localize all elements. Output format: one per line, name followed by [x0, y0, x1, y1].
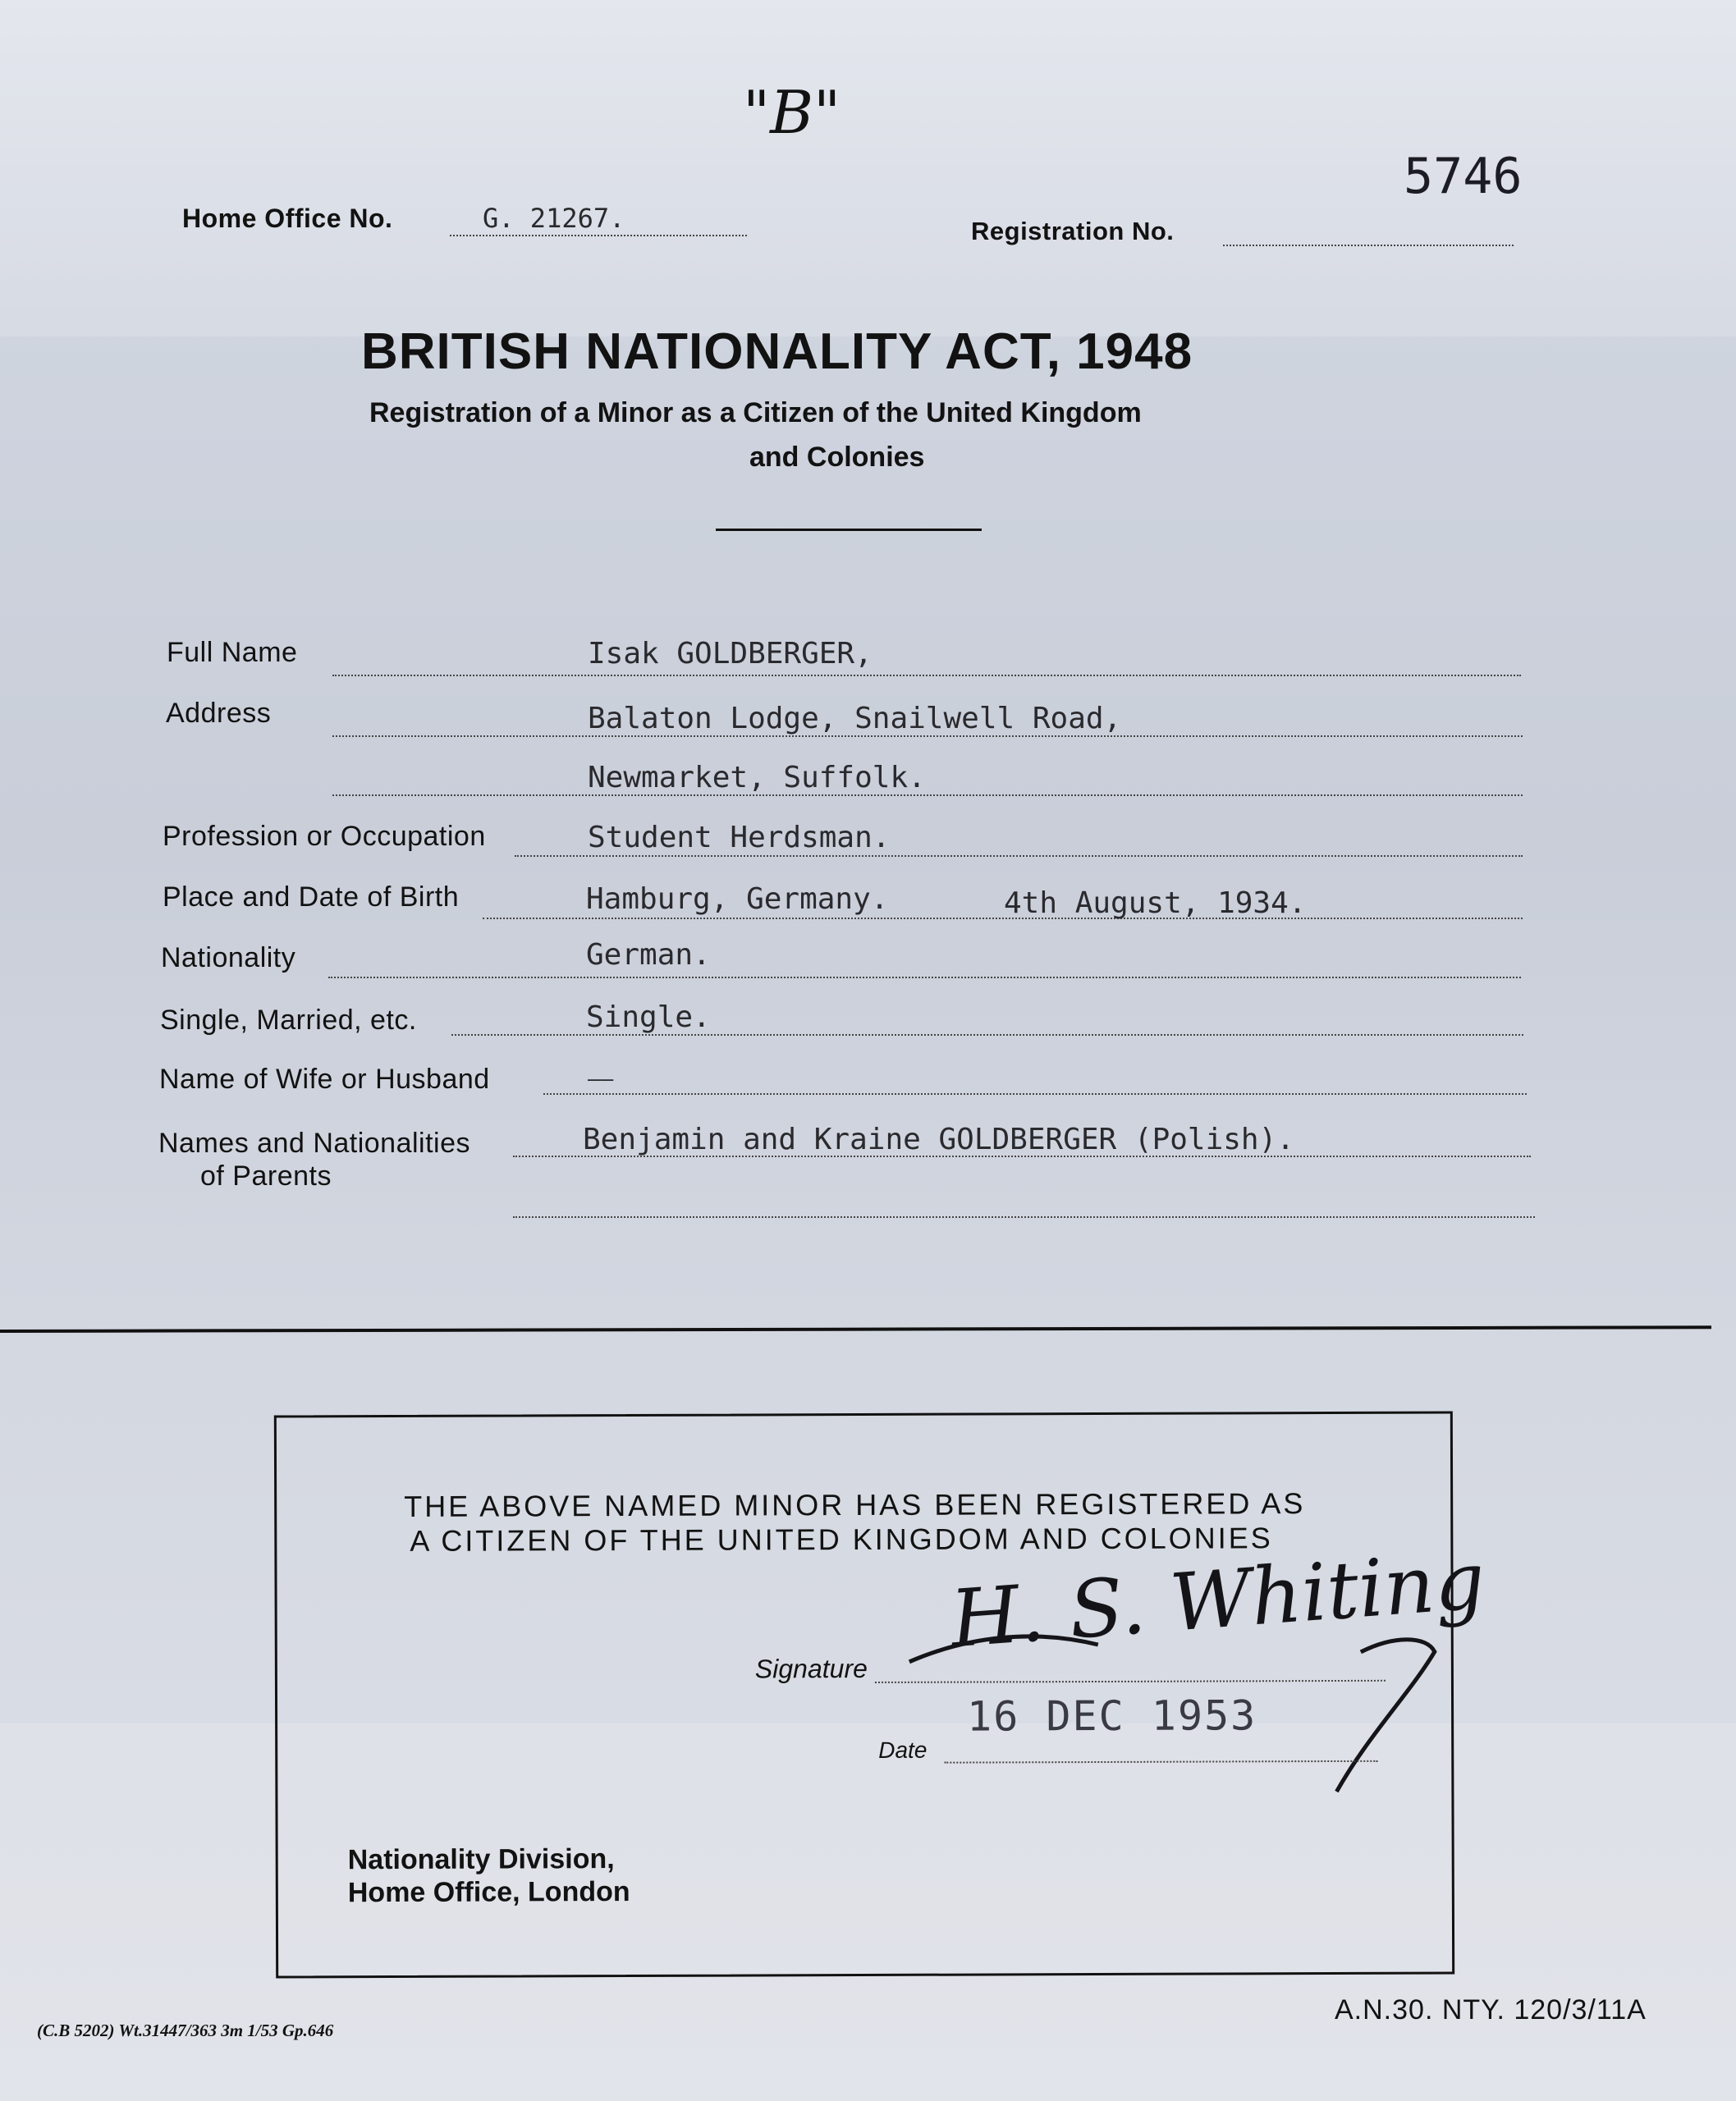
address-line2-value: Newmarket, Suffolk. [588, 761, 926, 794]
date-label: Date [878, 1737, 928, 1763]
document-subtitle-line1: Registration of a Minor as a Citizen of the United Kingdom [369, 397, 1142, 428]
birth-date-value: 4th August, 1934. [1004, 886, 1307, 920]
home-office-label: Home Office No. [182, 204, 393, 233]
marital-dots [451, 1034, 1523, 1036]
parents-value: Benjamin and Kraine GOLDBERGER (Polish). [583, 1123, 1294, 1156]
full-name-label: Full Name [167, 637, 298, 668]
occupation-label: Profession or Occupation [163, 821, 486, 852]
certificate-text-line1: THE ABOVE NAMED MINOR HAS BEEN REGISTERED AS [404, 1486, 1306, 1523]
occupation-dots [515, 855, 1523, 857]
stamp-number: 5746 [1404, 148, 1523, 205]
issuing-office-line2: Home Office, London [347, 1875, 630, 1909]
spouse-label: Name of Wife or Husband [159, 1064, 490, 1095]
spouse-dots [543, 1093, 1527, 1095]
form-code: A.N.30. NTY. 120/3/11A [1335, 1994, 1647, 2025]
nationality-dots [328, 977, 1521, 978]
document-subtitle-line2: and Colonies [749, 442, 925, 473]
registration-label: Registration No. [971, 217, 1175, 245]
date-stamp: 16 DEC 1953 [966, 1691, 1257, 1741]
signature-label: Signature [754, 1653, 868, 1684]
signature-handwriting: H. S. Whiting [947, 1534, 1488, 1666]
nationality-label: Nationality [161, 942, 296, 973]
home-office-value: G. 21267. [483, 203, 625, 234]
registration-dots [1223, 245, 1514, 246]
birth-dots [483, 918, 1523, 919]
full-name-dots [332, 675, 1521, 676]
occupation-value: Student Herdsman. [588, 821, 891, 854]
series-letter: "B" [743, 78, 841, 147]
address-dots-2 [332, 794, 1523, 796]
certificate-text-line2: A CITIZEN OF THE UNITED KINGDOM AND COLONIES [410, 1521, 1273, 1558]
print-code: (C.B 5202) Wt.31447/363 3m 1/53 Gp.646 [37, 2021, 334, 2040]
issuing-office-line1: Nationality Division, [347, 1843, 615, 1876]
marital-label: Single, Married, etc. [160, 1005, 417, 1036]
address-line1-value: Balaton Lodge, Snailwell Road, [588, 702, 1122, 735]
address-dots-1 [332, 735, 1523, 737]
parents-label-line2: of Parents [200, 1160, 332, 1192]
birth-place-value: Hamburg, Germany. [586, 882, 889, 916]
home-office-dots [450, 235, 747, 236]
parents-dots-2 [513, 1216, 1535, 1218]
title-rule [716, 529, 982, 531]
document-title: BRITISH NATIONALITY ACT, 1948 [361, 323, 1193, 380]
nationality-value: German. [586, 938, 711, 972]
full-name-value: Isak GOLDBERGER, [588, 637, 873, 671]
certificate-box [274, 1411, 1488, 1978]
spouse-value: —— [588, 1067, 614, 1092]
birth-label: Place and Date of Birth [163, 881, 460, 913]
marital-value: Single. [586, 1000, 711, 1034]
parents-label-line1: Names and Nationalities [158, 1128, 471, 1159]
address-label: Address [166, 698, 272, 729]
